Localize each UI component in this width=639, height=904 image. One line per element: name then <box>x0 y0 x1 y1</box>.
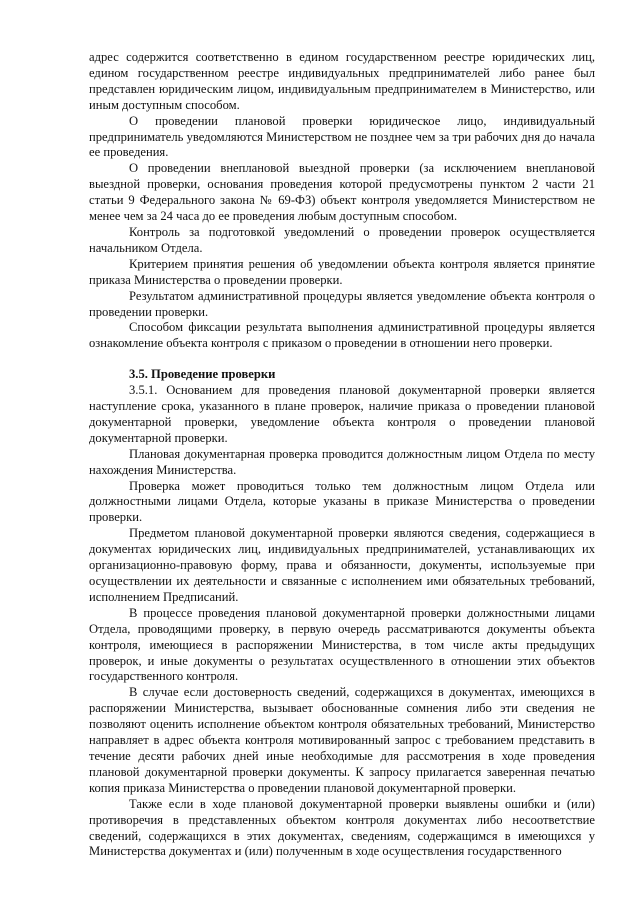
paragraph: Результатом административной процедуры является уведомление объекта контроля о проведении проверки. <box>89 288 595 319</box>
paragraph: 3.5.1. Основанием для проведения плановой документарной проверки является наступление срока, указанного в плане проверок, наличие приказа о проведении плановой документарной проверки, уведомление объекта контроля о проведении плановой документарной проверки. <box>89 383 595 445</box>
paragraph: адрес содержится соответственно в едином государственном реестре юридических лиц, едином государственном реестре индивидуальных предпринимателей либо ранее был представлен юридическим лицом, индивидуальным предпринимателем в Министерство, или иным доступным способом. <box>89 50 595 112</box>
paragraph: Критерием принятия решения об уведомлении объекта контроля является принятие приказа Министерства о проведении проверки. <box>89 256 595 287</box>
paragraph: В процессе проведения плановой документарной проверки должностными лицами Отдела, проводящими проверку, в первую очередь рассматриваются документы объекта контроля, имеющиеся в распоряжении Министерства, в том числе акты предыдущих проверок, и иные документы о результатах осуществленного в отношении этих объектов государственного контроля. <box>89 605 595 684</box>
paragraph: В случае если достоверность сведений, содержащихся в документах, имеющихся в распоряжении Министерства, вызывает обоснованные сомнения либо эти сведения не позволяют оценить исполнение объектом контроля обязательных требований, Министерство направляет в адрес объекта контроля мотивированный запрос с требованием представить в течение десяти рабочих дней иные необходимые для рассмотрения в ходе проведения плановой документарной проверки документы. К запросу прилагается заверенная печатью копия приказа Министерства о проведении плановой документарной проверки. <box>89 685 595 795</box>
paragraph: О проведении плановой проверки юридическое лицо, индивидуальный предприниматель уведомляются Министерством не позднее чем за три рабочих дня до начала ее проведения. <box>89 113 595 160</box>
document-page <box>89 50 595 860</box>
paragraph: Способом фиксации результата выполнения административной процедуры является ознакомление объекта контроля с приказом о проведении в отношении него проверки. <box>89 320 595 351</box>
paragraph: Также если в ходе плановой документарной проверки выявлены ошибки и (или) противоречия в представленных объектом контроля документах либо несоответствие сведений, содержащихся в этих документах, сведениям, содержащимся в имеющихся у Министерства документах и (или) полученным в ходе осуществления государственного <box>89 796 595 859</box>
paragraph: Проверка может проводиться только тем должностным лицом Отдела или должностными лицами Отдела, которые указаны в приказе Министерства о проведении проверки. <box>89 478 595 525</box>
paragraph: Плановая документарная проверка проводится должностным лицом Отдела по месту нахождения Министерства. <box>89 446 595 477</box>
paragraph: О проведении внеплановой выездной проверки (за исключением внеплановой выездной проверки, основания проведения которой предусмотрены пунктом 2 части 21 статьи 9 Федерального закона № 69-ФЗ) объект контроля уведомляется Министерством не менее чем за 24 часа до ее проведения любым доступным способом. <box>89 161 595 224</box>
section-heading: 3.5. Проведение проверки <box>129 367 276 382</box>
paragraph: Предметом плановой документарной проверки являются сведения, содержащиеся в документах юридических лиц, индивидуальных предпринимателей, устанавливающих их организационно-правовую форму, права и обязанности, документы, используемые при осуществлении их деятельности и связанные с исполнением ими обязательных требований, исполнением Предписаний. <box>89 526 595 604</box>
paragraph: Контроль за подготовкой уведомлений о проведении проверок осуществляется начальником Отдела. <box>89 224 595 255</box>
